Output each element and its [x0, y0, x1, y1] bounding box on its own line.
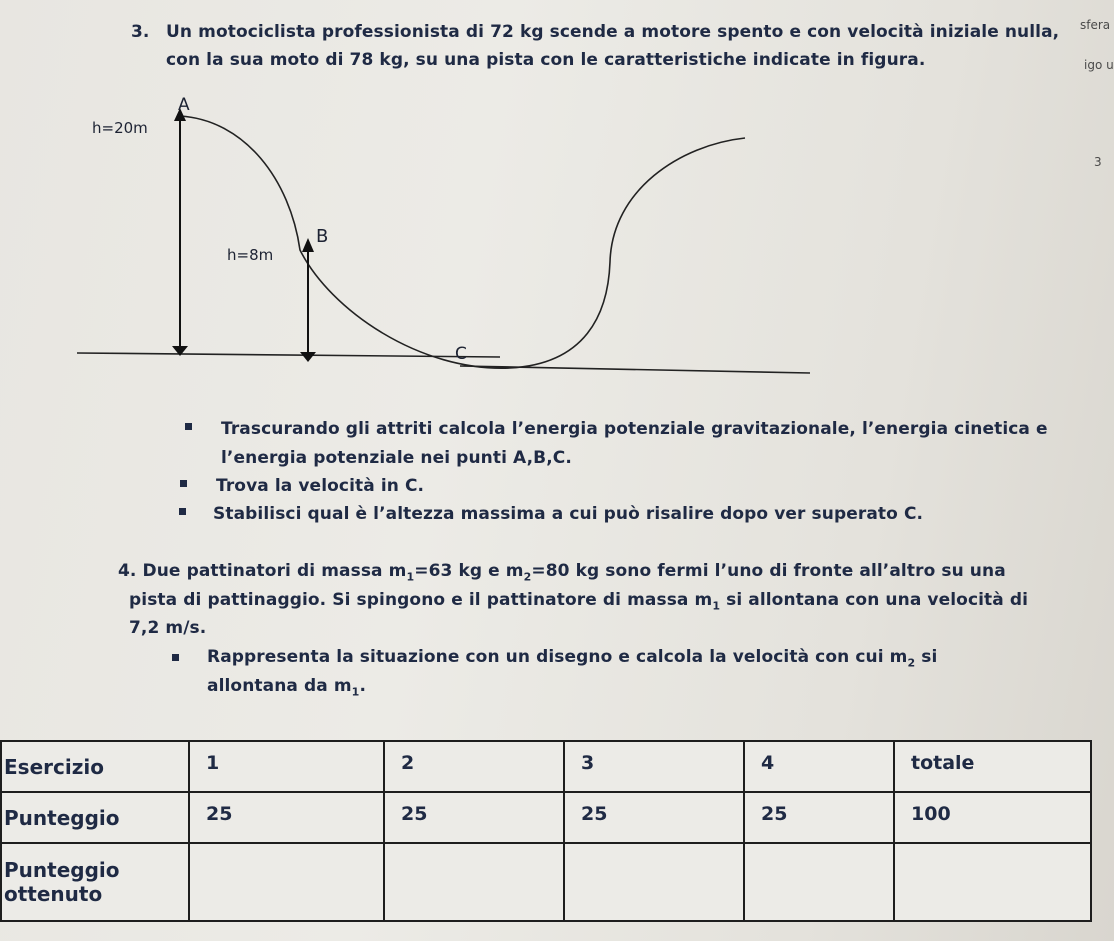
score-entry-cell[interactable]: [384, 843, 564, 921]
table-cell: 4: [744, 741, 894, 792]
track-curve: [180, 116, 745, 368]
table-cell: 25: [564, 792, 744, 843]
exercise-3-line-1: Un motociclista professionista di 72 kg scende a motore spento e con velocità iniziale nulla,: [166, 22, 1060, 42]
exercise-3-number: 3.: [131, 22, 150, 42]
table-row-punteggio: [1, 792, 1091, 843]
table-cell: totale: [894, 741, 1091, 792]
score-entry-cell[interactable]: [744, 843, 894, 921]
height-label-b: h=8m: [227, 246, 274, 264]
table-cell: 2: [384, 741, 564, 792]
bullet-marker: [179, 508, 186, 515]
table-cell: 100: [894, 792, 1091, 843]
score-entry-cell[interactable]: [564, 843, 744, 921]
exercise-3-task-3: Stabilisci qual è l’altezza massima a cui può risalire dopo ver superato C.: [213, 504, 924, 524]
table-cell: Punteggio: [1, 792, 189, 843]
exercise-4-line-1: 4. Due pattinatori di massa $m_1=63$ kg e $m_2=80$ kg sono fermi l’uno di fronte all’altro su una: [118, 561, 1006, 584]
ground-line: [77, 353, 500, 357]
score-entry-cell[interactable]: [894, 843, 1091, 921]
point-label-c: C: [455, 344, 467, 364]
table-cell: 25: [744, 792, 894, 843]
exercise-3-task-2: Trova la velocità in C.: [216, 476, 425, 496]
table-row-esercizio: [1, 741, 1091, 792]
arrowhead-b-bottom: [300, 352, 316, 362]
score-table: [0, 740, 1092, 922]
exercise-3-task-1-line-1: Trascurando gli attriti calcola l’energia potenziale gravitazionale, l’energia cinetica e: [221, 419, 1048, 439]
margin-fragment: igo u: [1084, 58, 1114, 72]
margin-fragment: sfera: [1080, 18, 1111, 32]
exercise-3-task-1-line-2: l’energia potenziale nei punti A,B,C.: [221, 448, 572, 468]
exercise-4-task-line-1: Rappresenta la situazione con un disegno e calcola la velocità con cui $m_2$ si: [207, 647, 938, 670]
track-figure: [0, 0, 1114, 420]
bullet-marker: [172, 654, 179, 661]
exercise-4-line-2: pista di pattinaggio. Si spingono e il pattinatore di massa $m_1$ si allontana con una velocità di: [129, 590, 1029, 613]
table-cell: 25: [384, 792, 564, 843]
table-cell: Punteggio ottenuto: [1, 843, 189, 921]
bullet-marker: [180, 480, 187, 487]
table-row-punteggio-ottenuto: [1, 843, 1091, 921]
bullet-marker: [185, 423, 192, 430]
exercise-4-task-line-2: allontana da $m_1$.: [207, 676, 366, 699]
exercise-3-line-2: con la sua moto di 78 kg, su una pista con le caratteristiche indicate in figura.: [166, 50, 926, 70]
table-cell: 1: [189, 741, 384, 792]
exercise-4-line-3: 7,2 m/s.: [129, 618, 207, 638]
height-label-a: h=20m: [92, 119, 148, 137]
score-entry-cell[interactable]: [189, 843, 384, 921]
table-cell: 25: [189, 792, 384, 843]
table-cell: Esercizio: [1, 741, 189, 792]
table-cell: 3: [564, 741, 744, 792]
arrowhead-b-top: [302, 238, 314, 252]
point-label-b: B: [316, 226, 329, 247]
margin-fragment: 3: [1094, 155, 1102, 169]
point-label-a: A: [178, 95, 190, 115]
